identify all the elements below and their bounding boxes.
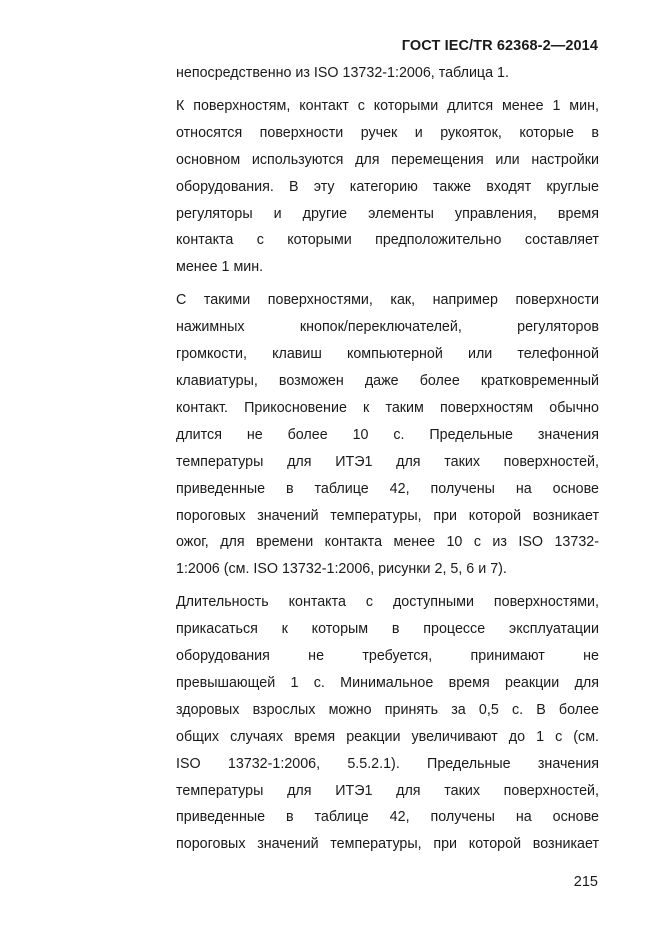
text-line: С такими поверхностями, как, например поверхности bbox=[176, 292, 599, 309]
text-line: регуляторы и другие элементы управления, время bbox=[176, 205, 599, 222]
text-line: менее 1 мин. bbox=[176, 259, 264, 276]
text-line: нажимных кнопок/переключателей, регуляторов bbox=[176, 319, 599, 336]
text-line: оборудования. В эту категорию также входят круглые bbox=[176, 178, 599, 195]
text-line: общих случаях время реакции увеличивают до 1 с (см. bbox=[176, 728, 599, 745]
text-line: оборудования не требуется, принимают не bbox=[176, 648, 599, 665]
text-line: прикасаться к которым в процессе эксплуатации bbox=[176, 621, 599, 638]
text-line: ISO 13732-1:2006, 5.5.2.1). Предельные значения bbox=[176, 755, 599, 772]
text-line: контакта с которыми предположительно составляет bbox=[176, 232, 599, 249]
text-line: 1:2006 (см. ISO 13732-1:2006, рисунки 2, 5, 6 и 7). bbox=[176, 561, 507, 578]
page-header-standard-id: ГОСТ IEC/TR 62368-2—2014 bbox=[401, 38, 598, 54]
text-line: основном используются для перемещения или настройки bbox=[176, 151, 599, 168]
text-line: относятся поверхности ручек и рукояток, которые в bbox=[176, 124, 599, 141]
paragraph-2 bbox=[176, 93, 599, 281]
text-line: контакт. Прикосновение к таким поверхностям обычно bbox=[176, 399, 599, 416]
text-line: пороговых значений температуры, при которой возникает bbox=[176, 507, 599, 524]
text-line: температуры для ИТЭ1 для таких поверхностей, bbox=[176, 782, 599, 799]
text-line: непосредственно из ISO 13732-1:2006, таблица 1. bbox=[176, 65, 509, 81]
paragraph-3 bbox=[176, 287, 599, 583]
paragraph-1 bbox=[176, 60, 599, 87]
document-body bbox=[176, 60, 599, 858]
text-line: здоровых взрослых можно принять за 0,5 с. В более bbox=[176, 701, 599, 718]
text-line: температуры для ИТЭ1 для таких поверхностей, bbox=[176, 453, 599, 470]
paragraph-4 bbox=[176, 589, 599, 858]
text-line: превышающей 1 с. Минимальное время реакции для bbox=[176, 674, 599, 691]
text-line: пороговых значений температуры, при которой возникает bbox=[176, 836, 599, 853]
text-line: приведенные в таблице 42, получены на основе bbox=[176, 480, 599, 497]
text-line: ожог, для времени контакта менее 10 с из ISO 13732- bbox=[176, 534, 599, 551]
text-line: Длительность контакта с доступными поверхностями, bbox=[176, 594, 599, 611]
text-line: клавиатуры, возможен даже более кратковременный bbox=[176, 372, 599, 389]
text-line: громкости, клавиш компьютерной или телефонной bbox=[176, 346, 599, 363]
page-number: 215 bbox=[573, 874, 598, 890]
text-line: приведенные в таблице 42, получены на основе bbox=[176, 809, 599, 826]
text-line: К поверхностям, контакт с которыми длится менее 1 мин, bbox=[176, 97, 599, 114]
text-line: длится не более 10 с. Предельные значения bbox=[176, 426, 599, 443]
